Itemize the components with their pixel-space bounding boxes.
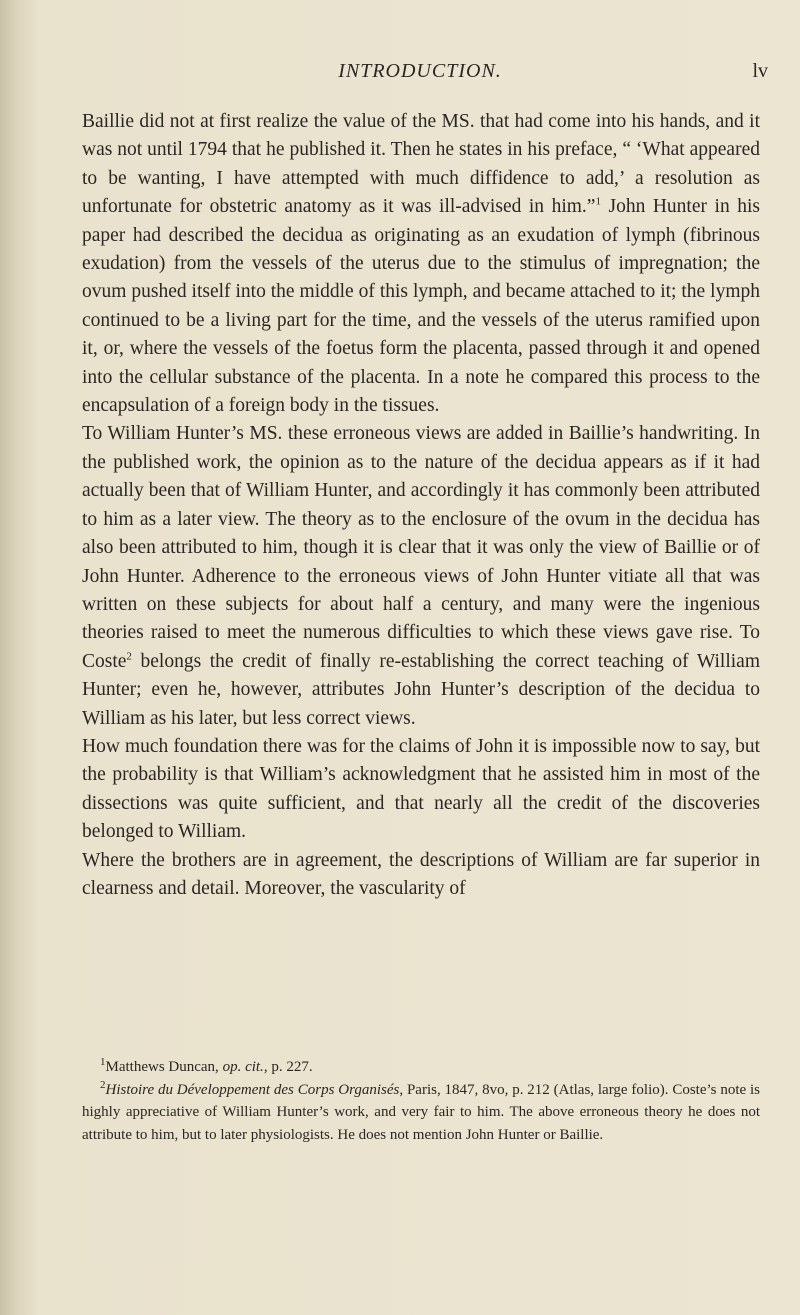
footnote-rest: , p. 227. [263,1059,313,1075]
footnote-number: 2 [100,1078,106,1091]
body-text [82,108,760,903]
footnote-marker: 1 [595,195,601,208]
footnote [82,1079,760,1147]
footnote-marker: 2 [126,650,132,663]
paragraph-text: belongs the credit of finally re-establishing the correct teaching of William Hunter; even he, however, attributes John Hunter’s description of the decidua to William as his later, but less correct views. [82,650,761,729]
paragraph-text: John Hunter in his paper had described the decidua as originating as an exudation of lymph (fibrinous exudation) from the vessels of the uterus due to the stimulus of impregnation; the ovum pushed itself into the middle of this lymph, and became attached to it; the lymph continued to be a living part for the time, and the vessels of the uterus ramified upon it, or, where the vessels of the foetus form the placenta, passed through it and opened into the cellular substance of the placenta. In a note he compared this process to the encapsulation of a foreign body in the tissues. [82,196,760,417]
paragraph: How much foundation there was for the claims of John it is impossible now to say, but the probability is that William’s acknowledgment that he assisted him in most of the dissections was quite sufficient, and that nearly all the credit of the discoveries belonged to William. [82,735,760,843]
paragraph [82,108,760,420]
footnote-number: 1 [100,1056,106,1068]
footnote-rest: , Paris, 1847, 8vo, p. 212 (Atlas, large folio). Coste’s note is highly appreciative of William Hunter’s work, and very fair to him. The above erroneous theory he does not attribute to him, but to later physiologists. He does not mention John Hunter or Baillie. [82,1081,761,1143]
footnote [82,1056,760,1079]
paragraph-text: Baillie did not at first realize the value of the MS. that had come into his hands, and it was not until 1794 that he published it. Then he states in his preface, “ ‘What appeared to be wanting, I have attempted with much diffidence to add,’ a resolution as unfortunate for obstetric anatomy as it was ill-advised in him.” [82,111,760,218]
footnote-author: Matthews Duncan, [105,1059,223,1075]
footnote-title: Histoire du Développement des Corps Organisés [105,1081,400,1098]
page-number: lv [752,60,768,82]
page-header [70,60,770,90]
footnotes [82,1056,760,1146]
paragraph [82,420,760,732]
paragraph: Where the brothers are in agreement, the descriptions of William are far superior in clearness and detail. Moreover, the vascularity of [82,849,760,899]
running-title: INTRODUCTION. [338,60,502,82]
footnote-ref: op. cit. [222,1059,264,1075]
paragraph-text: To William Hunter’s MS. these erroneous views are added in Baillie’s handwriting. In the published work, the opinion as to the nature of the decidua appears as if it had actually been that of William Hunter, and accordingly it has commonly been attributed to him as a later view. The theory as to the enclosure of the ovum in the decidua has also been attributed to him, though it is clear that it was only the view of Baillie or of John Hunter. Adherence to the erroneous views of John Hunter vitiate all that was written on these subjects for about half a century, and many were the ingenious theories raised to meet the numerous difficulties to which these views gave rise. To Coste [82,423,760,672]
